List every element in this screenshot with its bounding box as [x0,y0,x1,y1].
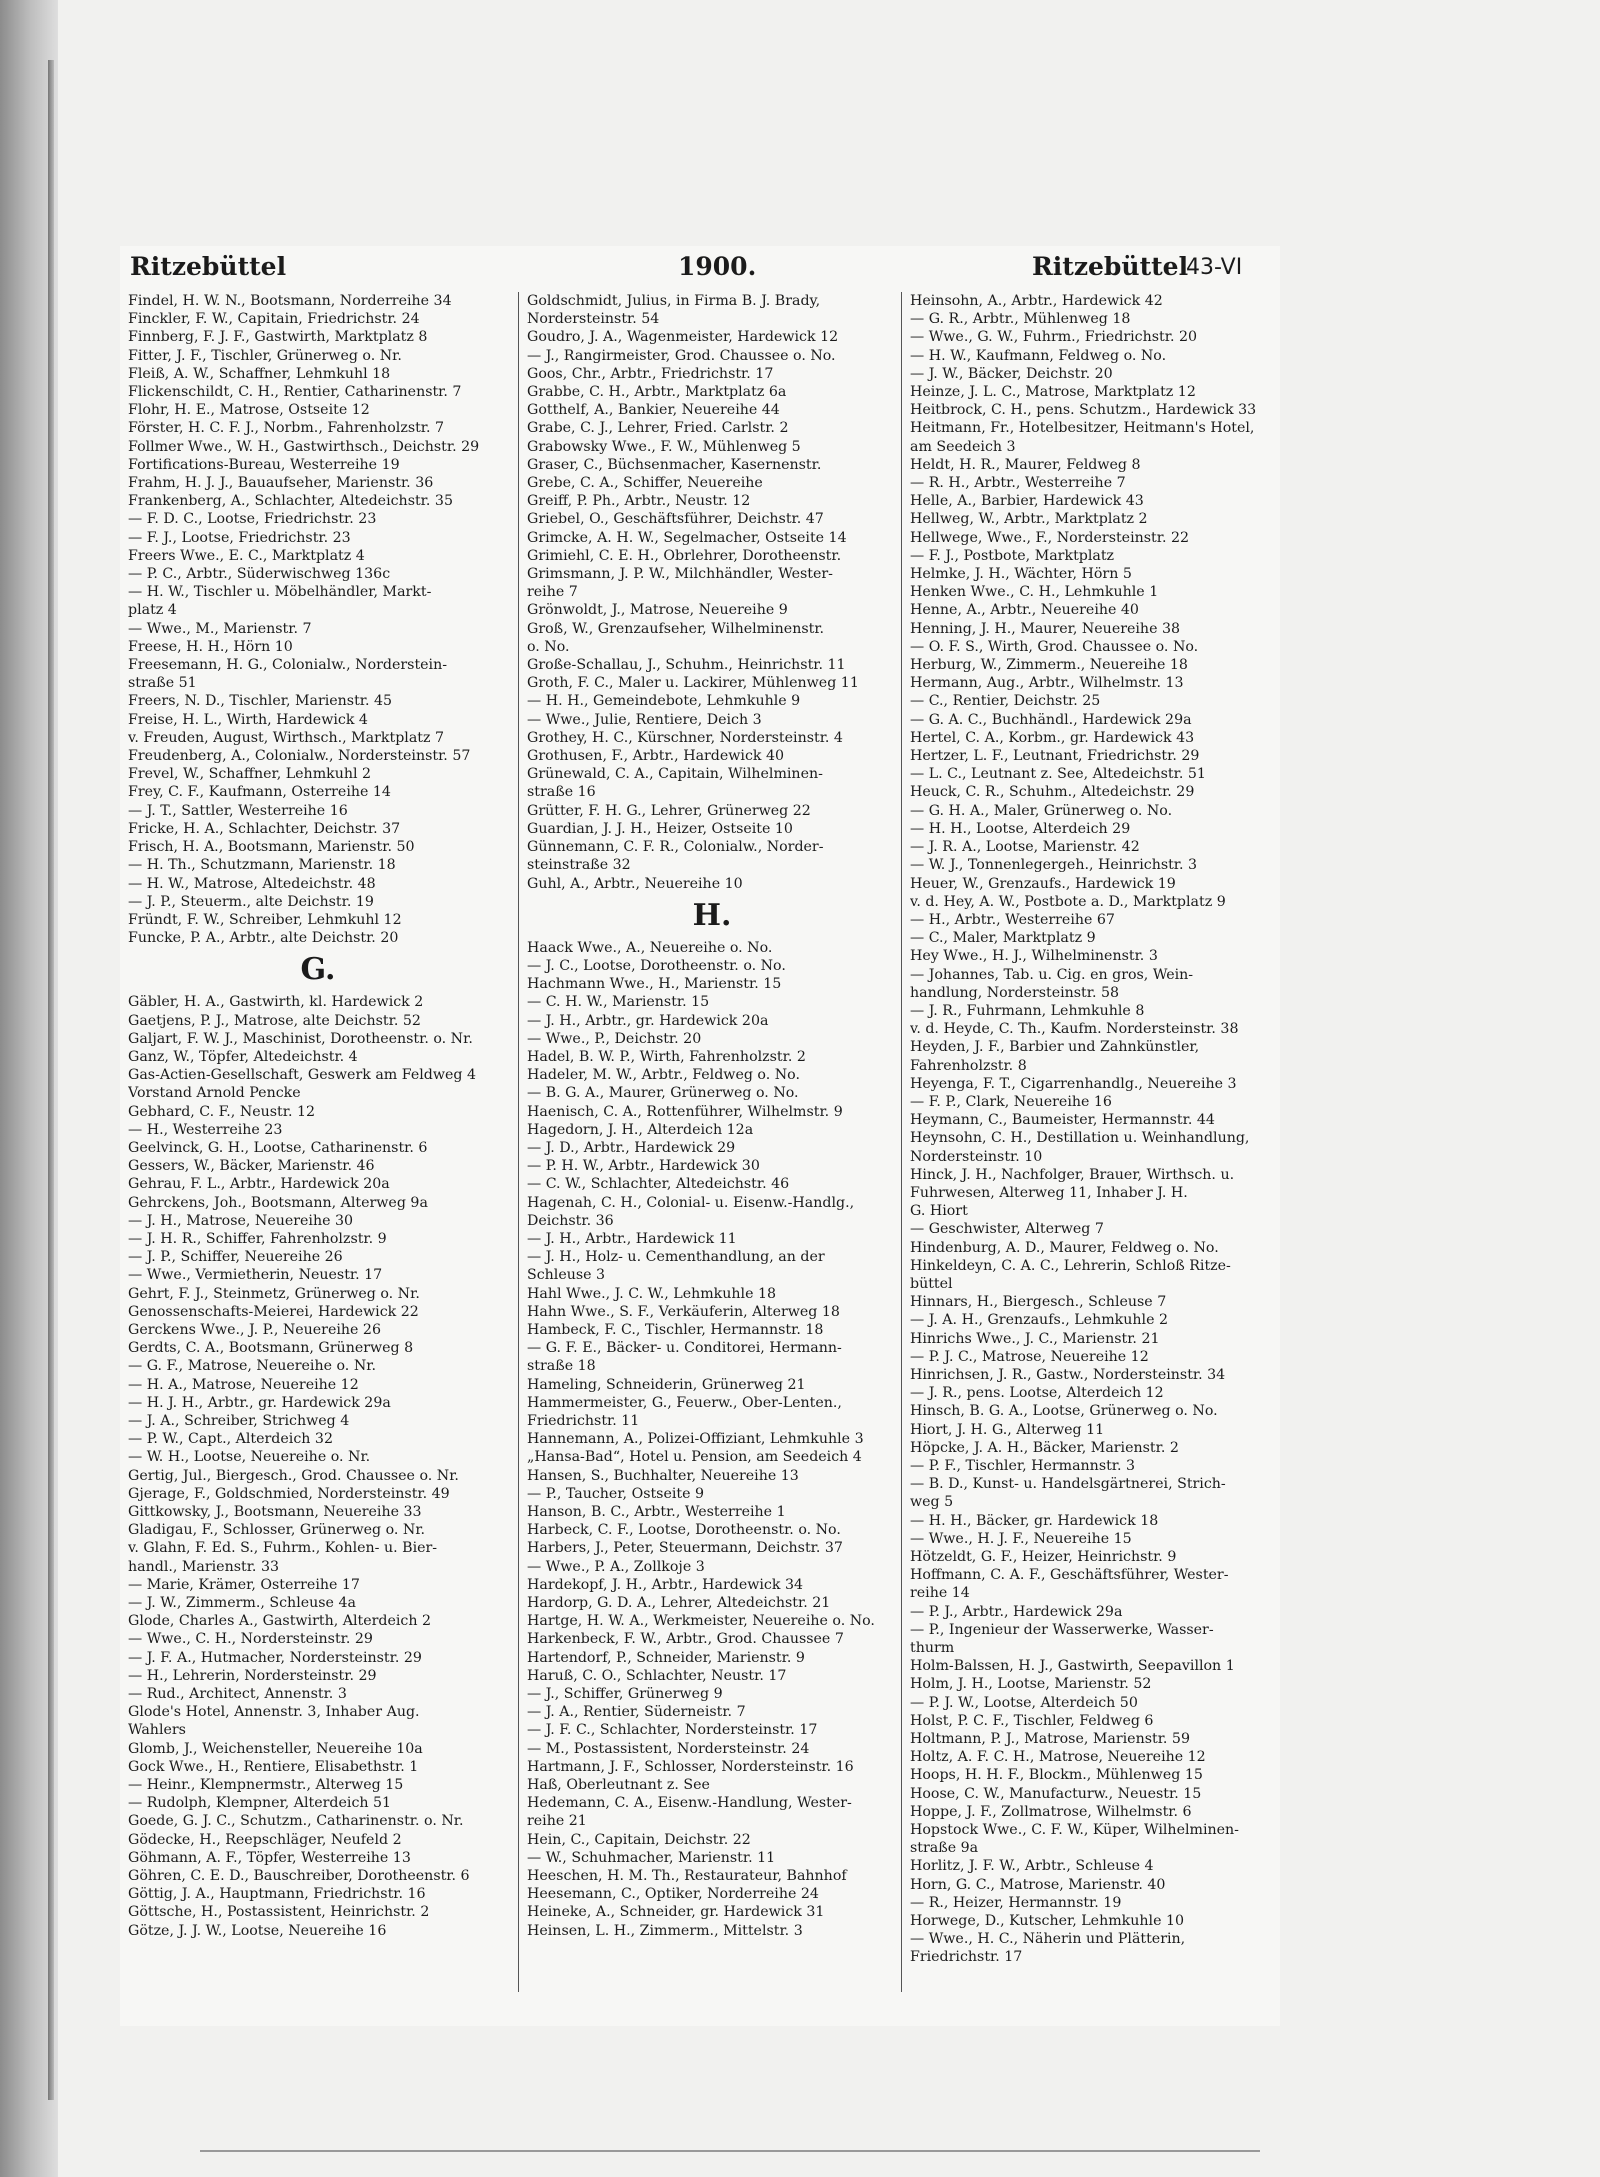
directory-entry: Grabowsky Wwe., F. W., Mühlenweg 5 [527,438,801,455]
directory-entry: Fründt, F. W., Schreiber, Lehmkuhl 12 [128,911,402,928]
directory-entry: Gladigau, F., Schlosser, Grünerweg o. Nr. [128,1522,426,1539]
directory-entry: Galjart, F. W. J., Maschinist, Dorotheenstr. o. Nr. [128,1030,473,1047]
directory-entry: Freesemann, H. G., Colonialw., Norderstein- [128,657,448,674]
directory-entry: G. Hiort [910,1203,968,1220]
directory-entry: Frevel, W., Schaffner, Lehmkuhl 2 [128,766,372,783]
directory-entry: — B. D., Kunst- u. Handelsgärtnerei, Strich- [910,1476,1226,1493]
directory-entry: Findel, H. W. N., Bootsmann, Norderreihe 34 [128,293,452,309]
directory-entry: — W. J., Tonnenlegergeh., Heinrichstr. 3 [910,857,1198,874]
directory-entry: — F. D. C., Lootse, Friedrichstr. 23 [128,511,377,528]
header-right-title: Ritzebüttel [1032,252,1189,281]
directory-entry: Grabe, C. J., Lehrer, Fried. Carlstr. 2 [527,420,789,437]
directory-entry: — G. R., Arbtr., Mühlenweg 18 [910,311,1131,328]
directory-entry: Holtz, A. F. C. H., Matrose, Neuereihe 12 [910,1749,1206,1766]
directory-entry: Hardorp, G. D. A., Lehrer, Altedeichstr. 21 [527,1595,831,1612]
directory-entry: Hartendorf, P., Schneider, Marienstr. 9 [527,1649,805,1666]
directory-entry: Hannemann, A., Polizei-Offiziant, Lehmkuhle 3 [527,1431,864,1448]
directory-entry: Hahn Wwe., S. F., Verkäuferin, Alterweg 18 [527,1303,840,1320]
directory-entry: Gäbler, H. A., Gastwirth, kl. Hardewick 2 [128,994,424,1011]
directory-entry: reihe 14 [910,1585,970,1602]
directory-entry: Heyden, J. F., Barbier und Zahnkünstler, [910,1039,1200,1056]
directory-entry: Hein, C., Capitain, Deichstr. 22 [527,1831,751,1848]
directory-entry: — P. C., Arbtr., Süderwischweg 136c [128,566,391,583]
directory-entry: Freers Wwe., E. C., Marktplatz 4 [128,547,365,564]
directory-entry: Götze, J. J. W., Lootse, Neuereihe 16 [128,1922,387,1939]
directory-entry: Fahrenholzstr. 8 [910,1057,1027,1074]
directory-entry: handl., Marienstr. 33 [128,1558,279,1575]
directory-entry: — Heinr., Klempnermstr., Alterweg 15 [128,1777,404,1794]
directory-entry: Hanson, B. C., Arbtr., Westerreihe 1 [527,1504,786,1520]
directory-entry: Nordersteinstr. 10 [910,1148,1043,1165]
directory-entry: Fleiß, A. W., Schaffner, Lehmkuhl 18 [128,365,391,382]
directory-entry: — H. W., Tischler u. Möbelhändler, Markt- [128,584,432,601]
directory-entry: — J. D., Arbtr., Hardewick 29 [527,1139,736,1156]
directory-entry: — Rud., Architect, Annenstr. 3 [128,1686,347,1703]
directory-entry: Deichstr. 36 [527,1212,614,1229]
directory-entry: — P. J., Arbtr., Hardewick 29a [910,1603,1123,1620]
directory-entry: Glomb, J., Weichensteller, Neuereihe 10a [128,1740,423,1757]
header-left-title: Ritzebüttel [130,252,287,281]
directory-entry: Horwege, D., Kutscher, Lehmkuhle 10 [910,1913,1185,1930]
directory-entry: Helmke, J. H., Wächter, Hörn 5 [910,566,1132,583]
directory-entry: — W., Schuhmacher, Marienstr. 11 [527,1849,776,1866]
directory-entry: — Geschwister, Alterweg 7 [910,1221,1104,1238]
directory-entry: — P., Taucher, Ostseite 9 [527,1485,705,1502]
directory-entry: Heineke, A., Schneider, gr. Hardewick 31 [527,1904,825,1921]
directory-entry: Hagenah, C. H., Colonial- u. Eisenw.-Handlg., [527,1194,855,1211]
directory-entry: Greiff, P. Ph., Arbtr., Neustr. 12 [527,493,751,510]
directory-entry: Heldt, H. R., Maurer, Feldweg 8 [910,456,1141,473]
directory-entry: Heitmann, Fr., Hotelbesitzer, Heitmann's Hotel, [910,420,1255,437]
directory-entry: Grimcke, A. H. W., Segelmacher, Ostseite 14 [527,529,847,546]
directory-entry: Hagedorn, J. H., Alterdeich 12a [527,1121,754,1138]
directory-entry: Haenisch, C. A., Rottenführer, Wilhelmstr. 9 [527,1103,843,1120]
directory-entry: — P. W., Capt., Alterdeich 32 [128,1431,333,1448]
directory-entry: Fuhrwesen, Alterweg 11, Inhaber J. H. [910,1184,1188,1201]
directory-entry: — W. H., Lootse, Neuereihe o. Nr. [128,1449,371,1466]
directory-entry: Hammermeister, G., Feuerw., Ober-Lenten., [527,1394,842,1411]
directory-entry: — B. G. A., Maurer, Grünerweg o. No. [527,1085,799,1102]
directory-columns [126,292,1282,1992]
directory-entry: Heinsen, L. H., Zimmerm., Mittelstr. 3 [527,1922,803,1939]
directory-entry: Goos, Chr., Arbtr., Friedrichstr. 17 [527,365,774,382]
directory-entry: Heuck, C. R., Schuhm., Altedeichstr. 29 [910,784,1195,801]
directory-entry: — J. W., Bäcker, Deichstr. 20 [910,365,1113,382]
directory-entry: Goede, G. J. C., Schutzm., Catharinenstr. o. Nr. [128,1813,464,1830]
directory-entry: — H., Westerreihe 23 [128,1121,283,1138]
directory-entry: Holst, P. C. F., Tischler, Feldweg 6 [910,1712,1154,1729]
directory-entry: — Wwe., Julie, Rentiere, Deich 3 [527,711,762,728]
directory-entry: — H. H., Bäcker, gr. Hardewick 18 [910,1512,1159,1529]
directory-entry: büttel [910,1275,953,1292]
directory-entry: Hoose, C. W., Manufacturw., Neuestr. 15 [910,1785,1202,1802]
directory-entry: — J. P., Schiffer, Neuereihe 26 [128,1249,343,1266]
directory-entry: Grönwoldt, J., Matrose, Neuereihe 9 [527,602,788,619]
directory-entry: steinstraße 32 [527,857,631,874]
directory-entry: Hellweg, W., Arbtr., Marktplatz 2 [910,511,1148,528]
directory-entry: Groß, W., Grenzaufseher, Wilhelminenstr. [527,620,825,637]
directory-entry: Herburg, W., Zimmerm., Neuereihe 18 [910,657,1188,674]
directory-entry: Flickenschildt, C. H., Rentier, Catharinenstr. 7 [128,384,462,401]
directory-entry: — J. A. H., Grenzaufs., Lehmkuhle 2 [910,1312,1168,1329]
directory-entry: Hahl Wwe., J. C. W., Lehmkuhle 18 [527,1285,777,1302]
directory-entry: — J. P., Steuerm., alte Deichstr. 19 [128,893,374,910]
directory-entry: Guardian, J. J. H., Heizer, Ostseite 10 [527,820,793,837]
directory-entry: Heitbrock, C. H., pens. Schutzm., Hardewick 33 [910,402,1257,419]
directory-entry: Freese, H. H., Hörn 10 [128,638,293,655]
directory-entry: Geelvinck, G. H., Lootse, Catharinenstr. 6 [128,1139,428,1156]
directory-entry: Gertig, Jul., Biergesch., Grod. Chaussee o. Nr. [128,1467,459,1484]
directory-entry: reihe 7 [527,584,578,601]
column-3 [901,292,1282,1992]
directory-entry: Wahlers [128,1722,186,1739]
directory-entry: — J. W., Zimmerm., Schleuse 4a [128,1595,356,1612]
header-year: 1900. [678,252,757,281]
directory-entry: Freers, N. D., Tischler, Marienstr. 45 [128,693,393,710]
directory-entry: Holm-Balssen, H. J., Gastwirth, Seepavillon 1 [910,1658,1235,1675]
directory-entry: — G. F., Matrose, Neuereihe o. Nr. [128,1358,376,1375]
directory-entry: — Wwe., G. W., Fuhrm., Friedrichstr. 20 [910,329,1198,346]
directory-entry: — J. A., Schreiber, Strichweg 4 [128,1412,350,1429]
directory-entry: — R. H., Arbtr., Westerreihe 7 [910,475,1126,492]
directory-entry: — H. Th., Schutzmann, Marienstr. 18 [128,857,396,874]
directory-entry: Frisch, H. A., Bootsmann, Marienstr. 50 [128,839,415,856]
directory-entry: — Johannes, Tab. u. Cig. en gros, Wein- [910,966,1194,983]
directory-entry: straße 51 [128,675,197,692]
directory-entry: — J. C., Lootse, Dorotheenstr. o. No. [527,957,786,974]
directory-entry: Graser, C., Büchsenmacher, Kasernenstr. [527,456,822,473]
directory-entry: — C., Maler, Marktplatz 9 [910,930,1096,947]
directory-entry: Horlitz, J. F. W., Arbtr., Schleuse 4 [910,1858,1154,1875]
directory-entry: Gehrt, F. J., Steinmetz, Grünerweg o. Nr. [128,1285,420,1302]
directory-entry: — J. R. A., Lootse, Marienstr. 42 [910,839,1140,856]
directory-entry: Hinck, J. H., Nachfolger, Brauer, Wirthsch. u. [910,1166,1235,1183]
directory-entry: — P. F., Tischler, Hermannstr. 3 [910,1458,1136,1474]
directory-entry: Große-Schallau, J., Schuhm., Heinrichstr. 11 [527,657,846,674]
directory-entry: Flohr, H. E., Matrose, Ostseite 12 [128,402,370,419]
directory-entry: Goldschmidt, Julius, in Firma B. J. Brady, [527,293,821,309]
directory-entry: — R., Heizer, Hermannstr. 19 [910,1894,1122,1911]
directory-entry: Hindenburg, A. D., Maurer, Feldweg o. No. [910,1239,1219,1256]
directory-entry: Vorstand Arnold Pencke [128,1085,301,1102]
directory-entry: — H. A., Matrose, Neuereihe 12 [128,1376,359,1393]
directory-entry: — J. A., Rentier, Süderneistr. 7 [527,1704,746,1721]
directory-entry: — Wwe., C. H., Nordersteinstr. 29 [128,1631,373,1648]
directory-entry: v. d. Hey, A. W., Postbote a. D., Marktplatz 9 [910,893,1226,910]
directory-entry: — F. J., Lootse, Friedrichstr. 23 [128,529,351,546]
directory-entry: Gerckens Wwe., J. P., Neuereihe 26 [128,1321,381,1338]
directory-entry: Helle, A., Barbier, Hardewick 43 [910,493,1144,510]
directory-entry: — H. W., Matrose, Altedeichstr. 48 [128,875,376,892]
column-2 [518,292,897,1992]
directory-entry: Heeschen, H. M. Th., Restaurateur, Bahnhof [527,1868,847,1885]
directory-entry: — J. H. R., Schiffer, Fahrenholzstr. 9 [128,1230,387,1247]
directory-entry: Hameling, Schneiderin, Grünerweg 21 [527,1376,806,1393]
directory-entry: Hardekopf, J. H., Arbtr., Hardewick 34 [527,1576,804,1593]
directory-entry: — H. W., Kaufmann, Feldweg o. No. [910,347,1167,364]
directory-entry: — J. F. A., Hutmacher, Nordersteinstr. 29 [128,1649,422,1666]
directory-entry: — G. F. E., Bäcker- u. Conditorei, Hermann- [527,1340,842,1357]
directory-entry: Hartge, H. W. A., Werkmeister, Neuereihe o. No. [527,1613,875,1630]
directory-entry: straße 16 [527,784,596,801]
directory-entry: Ganz, W., Töpfer, Altedeichstr. 4 [128,1048,358,1065]
directory-entry: Haruß, C. O., Schlachter, Neustr. 17 [527,1667,787,1684]
directory-entry: — Wwe., H. J. F., Neuereihe 15 [910,1530,1132,1547]
book-spine [48,60,54,2100]
directory-entry: Gehrau, F. L., Arbtr., Hardewick 20a [128,1176,390,1193]
directory-entry: — P. J. C., Matrose, Neuereihe 12 [910,1348,1149,1365]
directory-entry: — J. R., Fuhrmann, Lehmkuhle 8 [910,1002,1145,1019]
page-number: 43-VI [1186,255,1243,280]
directory-entry: — P. H. W., Arbtr., Hardewick 30 [527,1158,760,1175]
directory-entry: straße 9a [910,1840,979,1857]
directory-entry: v. d. Heyde, C. Th., Kaufm. Nordersteinstr. 38 [910,1021,1239,1038]
directory-entry: Hertel, C. A., Korbm., gr. Hardewick 43 [910,729,1195,746]
directory-entry: Gock Wwe., H., Rentiere, Elisabethstr. 1 [128,1758,419,1775]
directory-entry: Grimiehl, C. E. H., Obrlehrer, Dorotheenstr. [527,547,842,564]
directory-entry: Hey Wwe., H. J., Wilhelminenstr. 3 [910,948,1158,965]
directory-entry: Henken Wwe., C. H., Lehmkuhle 1 [910,584,1159,601]
directory-entry: — C., Rentier, Deichstr. 25 [910,693,1101,710]
directory-entry: v. Glahn, F. Ed. S., Fuhrm., Kohlen- u. Bier- [128,1540,438,1557]
directory-entry: Finnberg, F. J. F., Gastwirth, Marktplatz 8 [128,329,428,346]
directory-entry: Hinrichs Wwe., J. C., Marienstr. 21 [910,1330,1160,1347]
directory-entry: Genossenschafts-Meierei, Hardewick 22 [128,1303,419,1320]
directory-entry: Horn, G. C., Matrose, Marienstr. 40 [910,1876,1166,1893]
directory-entry: Gehrckens, Joh., Bootsmann, Alterweg 9a [128,1194,428,1211]
directory-entry: Hinnars, H., Biergesch., Schleuse 7 [910,1294,1167,1311]
directory-entry: — C. W., Schlachter, Altedeichstr. 46 [527,1176,790,1193]
directory-entry: Hiort, J. H. G., Alterweg 11 [910,1421,1105,1438]
directory-entry: — J. T., Sattler, Westerreihe 16 [128,802,348,819]
directory-entry: — Wwe., P., Deichstr. 20 [527,1030,702,1047]
directory-entry: Gebhard, C. F., Neustr. 12 [128,1103,316,1120]
directory-entry: Harkenbeck, F. W., Arbtr., Grod. Chaussee 7 [527,1631,844,1648]
directory-entry: Hoffmann, C. A. F., Geschäftsführer, Wester- [910,1567,1229,1584]
directory-entry: Hansen, S., Buchhalter, Neuereihe 13 [527,1467,799,1484]
directory-entry: Holtmann, P. J., Matrose, Marienstr. 59 [910,1731,1190,1748]
directory-entry: — G. H. A., Maler, Grünerweg o. No. [910,802,1173,819]
directory-entry: Günnemann, C. F. R., Colonialw., Norder- [527,839,824,856]
directory-entry: Follmer Wwe., W. H., Gastwirthsch., Deichstr. 29 [128,438,480,455]
directory-entry: Grimsmann, J. P. W., Milchhändler, Wester- [527,566,833,583]
directory-entry: Förster, H. C. F. J., Norbm., Fahrenholzstr. 7 [128,420,445,437]
directory-entry: Höpcke, J. A. H., Bäcker, Marienstr. 2 [910,1439,1179,1456]
directory-entry: Hoppe, J. F., Zollmatrose, Wilhelmstr. 6 [910,1803,1192,1820]
directory-entry: — O. F. S., Wirth, Grod. Chaussee o. No. [910,638,1199,655]
directory-entry: Grebe, C. A., Schiffer, Neuereihe [527,475,763,492]
directory-entry: v. Freuden, August, Wirthsch., Marktplatz 7 [128,729,444,746]
directory-entry: — J. H., Arbtr., gr. Hardewick 20a [527,1012,769,1029]
directory-entry: Heinze, J. L. C., Matrose, Marktplatz 12 [910,384,1196,401]
directory-entry: Hopstock Wwe., C. F. W., Küper, Wilhelminen- [910,1822,1239,1839]
directory-entry: Hadel, B. W. P., Wirth, Fahrenholzstr. 2 [527,1048,806,1065]
directory-entry: handlung, Nordersteinstr. 58 [910,984,1120,1001]
directory-entry: — J. H., Matrose, Neuereihe 30 [128,1212,354,1229]
directory-entry: Guhl, A., Arbtr., Neuereihe 10 [527,875,743,892]
directory-entry: Hinkeldeyn, C. A. C., Lehrerin, Schloß Ritze- [910,1257,1231,1274]
directory-entry: Grünewald, C. A., Capitain, Wilhelminen- [527,766,823,783]
directory-entry: Grabbe, C. H., Arbtr., Marktplatz 6a [527,384,787,401]
directory-entry: Heesemann, C., Optiker, Norderreihe 24 [527,1886,819,1903]
directory-entry: — Wwe., H. C., Näherin und Plätterin, [910,1931,1186,1948]
directory-entry: Grütter, F. H. G., Lehrer, Grünerweg 22 [527,802,811,819]
directory-entry: thurm [910,1640,955,1657]
directory-entry: — G. A. C., Buchhändl., Hardewick 29a [910,711,1192,728]
directory-entry: — F. P., Clark, Neuereihe 16 [910,1093,1112,1110]
directory-entry: — Wwe., Vermietherin, Neuestr. 17 [128,1267,383,1284]
running-header [126,252,1274,286]
directory-entry: — J. F. C., Schlachter, Nordersteinstr. 17 [527,1722,818,1739]
directory-entry: — J. H., Arbtr., Hardewick 11 [527,1230,737,1247]
directory-entry: Frahm, H. J. J., Bauaufseher, Marienstr. 36 [128,475,434,492]
directory-entry: Gotthelf, A., Bankier, Neuereihe 44 [527,402,780,419]
directory-entry: — Marie, Krämer, Osterreihe 17 [128,1576,360,1593]
directory-entry: — J., Schiffer, Grünerweg 9 [527,1686,723,1703]
directory-entry: — H. H., Gemeindebote, Lehmkuhle 9 [527,693,801,710]
directory-entry: Hötzeldt, G. F., Heizer, Heinrichstr. 9 [910,1549,1177,1566]
directory-entry: Grothusen, F., Arbtr., Hardewick 40 [527,748,785,765]
directory-entry: Groth, F. C., Maler u. Lackirer, Mühlenweg 11 [527,675,859,692]
directory-entry: — C. H. W., Marienstr. 15 [527,994,710,1011]
section-letter: G. [300,952,336,988]
directory-entry: Hachmann Wwe., H., Marienstr. 15 [527,976,782,993]
directory-entry: Heuer, W., Grenzaufs., Hardewick 19 [910,875,1176,892]
directory-entry: Holm, J. H., Lootse, Marienstr. 52 [910,1676,1152,1693]
directory-entry: Haß, Oberleutnant z. See [527,1777,710,1794]
directory-entry: Grothey, H. C., Kürschner, Nordersteinstr. 4 [527,729,843,746]
directory-entry: Hedemann, C. A., Eisenw.-Handlung, Wester- [527,1795,852,1812]
directory-entry: Freudenberg, A., Colonialw., Nordersteinstr. 57 [128,748,471,765]
directory-entry: Hartmann, J. F., Schlosser, Nordersteinstr. 16 [527,1758,854,1775]
directory-entry: — J. R., pens. Lootse, Alterdeich 12 [910,1385,1164,1402]
directory-entry: Hambeck, F. C., Tischler, Hermannstr. 18 [527,1321,824,1338]
directory-entry: Glode, Charles A., Gastwirth, Alterdeich 2 [128,1613,432,1630]
directory-entry: — H., Lehrerin, Nordersteinstr. 29 [128,1667,377,1684]
directory-entry: Hoops, H. H. F., Blockm., Mühlenweg 15 [910,1767,1203,1784]
directory-entry: — Rudolph, Klempner, Alterdeich 51 [128,1795,392,1812]
directory-entry: Frankenberg, A., Schlachter, Altedeichstr. 35 [128,493,453,510]
directory-entry: straße 18 [527,1358,596,1375]
directory-entry: Goudro, J. A., Wagenmeister, Hardewick 12 [527,329,839,346]
directory-entry: — P., Ingenieur der Wasserwerke, Wasser- [910,1621,1214,1638]
directory-entry: Finckler, F. W., Capitain, Friedrichstr. 24 [128,311,420,328]
directory-entry: Harbeck, C. F., Lootse, Dorotheenstr. o. No. [527,1522,841,1539]
directory-entry: Henne, A., Arbtr., Neuereihe 40 [910,602,1139,619]
directory-entry: Frey, C. F., Kaufmann, Osterreihe 14 [128,784,391,801]
section-letter: H. [692,897,732,933]
directory-entry: — F. J., Postbote, Marktplatz [910,547,1115,564]
directory-entry: Heyenga, F. T., Cigarrenhandlg., Neuereihe 3 [910,1075,1237,1092]
directory-entry: Hinrichsen, J. R., Gastw., Nordersteinstr. 34 [910,1366,1226,1383]
directory-entry: Heymann, C., Baumeister, Hermannstr. 44 [910,1112,1215,1129]
directory-entry: Fitter, J. F., Tischler, Grünerweg o. Nr. [128,347,402,364]
directory-entry: Henning, J. H., Maurer, Neuereihe 38 [910,620,1181,637]
directory-entry: Harbers, J., Peter, Steuermann, Deichstr. 37 [527,1540,843,1557]
directory-entry: Fortifications-Bureau, Westerreihe 19 [128,456,400,473]
directory-entry: Glode's Hotel, Annenstr. 3, Inhaber Aug. [128,1704,420,1721]
directory-entry: Hinsch, B. G. A., Lootse, Grünerweg o. No. [910,1403,1218,1420]
directory-entry: Heynsohn, C. H., Destillation u. Weinhandlung, [910,1130,1250,1147]
directory-entry: Schleuse 3 [527,1267,606,1284]
directory-entry: — J. H., Holz- u. Cementhandlung, an der [527,1249,825,1266]
directory-entry: Göhmann, A. F., Töpfer, Westerreihe 13 [128,1849,411,1866]
directory-entry: reihe 21 [527,1813,587,1830]
directory-entry: Funcke, P. A., Arbtr., alte Deichstr. 20 [128,930,399,947]
directory-entry: Nordersteinstr. 54 [527,311,660,328]
directory-entry: Fricke, H. A., Schlachter, Deichstr. 37 [128,820,401,837]
directory-entry: Gittkowsky, J., Bootsmann, Neuereihe 33 [128,1504,422,1520]
directory-entry: Hellwege, Wwe., F., Nordersteinstr. 22 [910,529,1190,546]
directory-entry: — P. J. W., Lootse, Alterdeich 50 [910,1694,1138,1711]
directory-entry: Gessers, W., Bäcker, Marienstr. 46 [128,1158,375,1175]
directory-entry: Friedrichstr. 11 [527,1412,640,1429]
directory-entry: Gödecke, H., Reepschläger, Neufeld 2 [128,1831,402,1848]
directory-entry: platz 4 [128,602,177,619]
directory-entry: — H. H., Lootse, Alterdeich 29 [910,820,1131,837]
directory-entry: Hertzer, L. F., Leutnant, Friedrichstr. 29 [910,748,1200,765]
directory-entry: — H., Arbtr., Westerreihe 67 [910,911,1115,928]
directory-entry: Hermann, Aug., Arbtr., Wilhelmstr. 13 [910,675,1184,692]
directory-entry: — J., Rangirmeister, Grod. Chaussee o. No. [527,347,836,364]
directory-entry: Friedrichstr. 17 [910,1949,1023,1966]
directory-entry: am Seedeich 3 [910,438,1016,455]
directory-entry: Göhren, C. E. D., Bauschreiber, Dorotheenstr. 6 [128,1868,470,1885]
directory-entry: Griebel, O., Geschäftsführer, Deichstr. 47 [527,511,824,528]
directory-entry: — Wwe., P. A., Zollkoje 3 [527,1558,705,1575]
directory-entry: Hadeler, M. W., Arbtr., Feldweg o. No. [527,1067,800,1084]
directory-entry: o. No. [527,638,570,655]
directory-entry: Gjerage, F., Goldschmied, Nordersteinstr. 49 [128,1485,450,1502]
directory-entry: Gerdts, C. A., Bootsmann, Grünerweg 8 [128,1340,414,1357]
bottom-rule [200,2150,1260,2152]
directory-entry: „Hansa-Bad“, Hotel u. Pension, am Seedeich 4 [527,1449,862,1466]
column-1 [128,292,508,1992]
directory-entry: Freise, H. L., Wirth, Hardewick 4 [128,711,368,728]
directory-entry: — Wwe., M., Marienstr. 7 [128,620,312,637]
directory-entry: — L. C., Leutnant z. See, Altedeichstr. 51 [910,766,1206,783]
directory-entry: Göttig, J. A., Hauptmann, Friedrichstr. 16 [128,1886,426,1903]
directory-entry: — M., Postassistent, Nordersteinstr. 24 [527,1740,810,1757]
directory-entry: Haack Wwe., A., Neuereihe o. No. [527,939,773,956]
directory-entry: Göttsche, H., Postassistent, Heinrichstr. 2 [128,1904,430,1921]
directory-entry: Gas-Actien-Gesellschaft, Geswerk am Feldweg 4 [128,1067,477,1084]
directory-entry: — H. J. H., Arbtr., gr. Hardewick 29a [128,1394,391,1411]
directory-entry: Gaetjens, P. J., Matrose, alte Deichstr. 52 [128,1012,421,1029]
directory-entry: weg 5 [910,1494,954,1511]
directory-entry: Heinsohn, A., Arbtr., Hardewick 42 [910,293,1163,309]
